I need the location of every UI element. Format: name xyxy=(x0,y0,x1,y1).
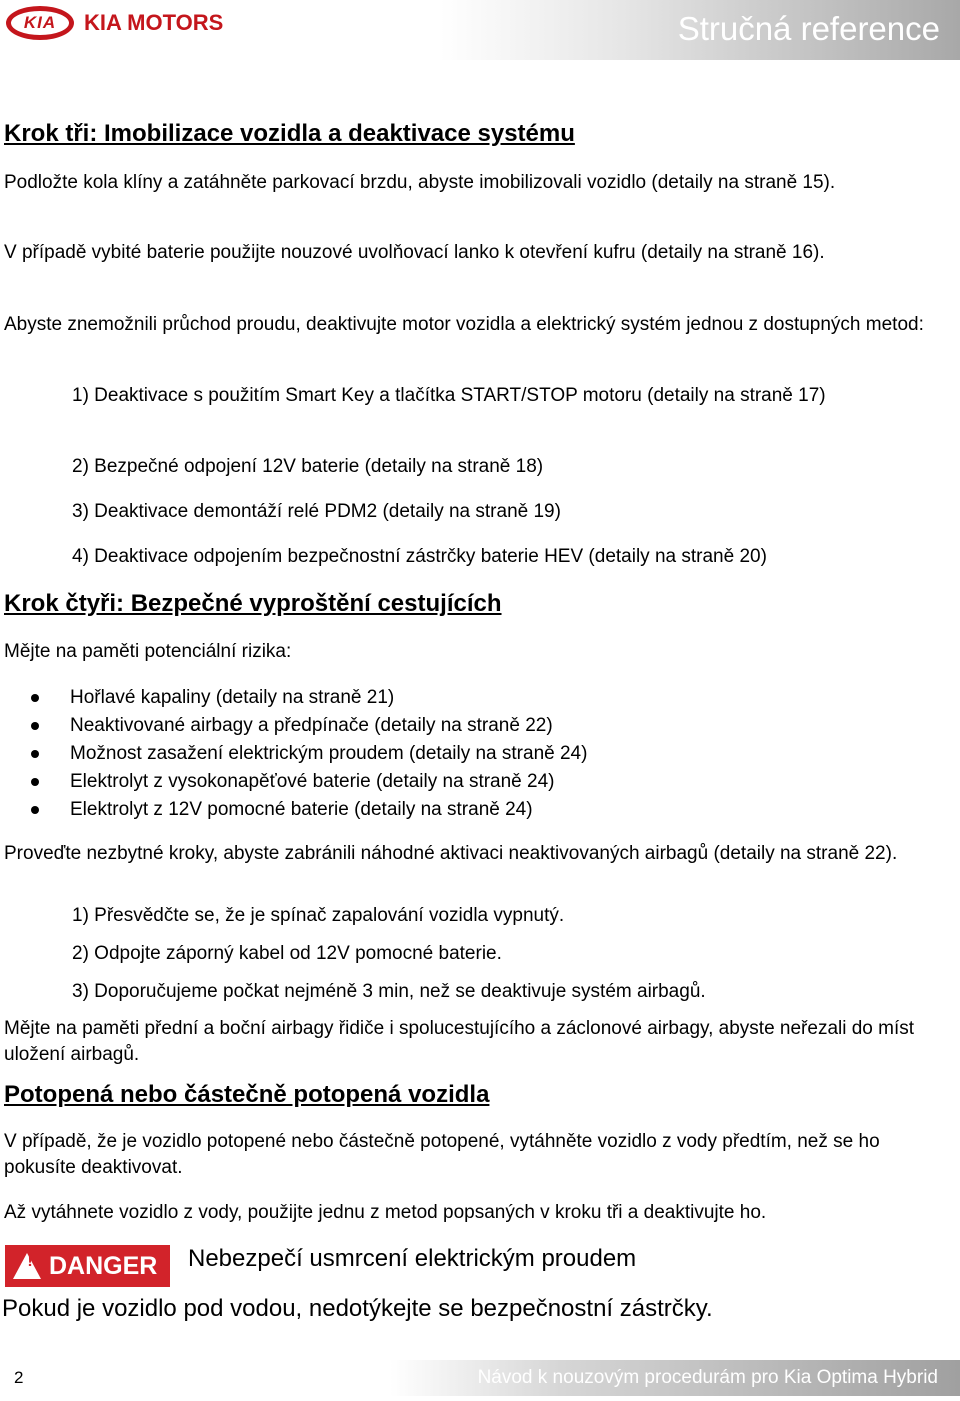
bullet-icon xyxy=(31,806,39,814)
numbered-step: 3) Doporučujeme počkat nejméně 3 min, než se deaktivuje systém airbagů. xyxy=(72,981,706,1002)
danger-body: Pokud je vozidlo pod vodou, nedotýkejte se bezpečnostní zástrčky. xyxy=(2,1295,713,1322)
warning-exclamation-icon: ! xyxy=(27,1253,33,1270)
paragraph: Podložte kola klíny a zatáhněte parkovací brzdu, abyste imobilizovali vozidlo (detaily na straně 15). xyxy=(4,172,836,193)
paragraph: Mějte na paměti přední a boční airbagy řidiče i spolucestujícího a záclonové airbagy, abyste neřezali do míst uložení airbagů. xyxy=(4,1018,915,1065)
list-item: Elektrolyt z vysokonapěťové baterie (detaily na straně 24) xyxy=(0,768,940,796)
kia-logo-text: KIA MOTORS xyxy=(84,10,224,35)
danger-title: Nebezpečí usmrcení elektrickým proudem xyxy=(188,1245,637,1272)
numbered-step: 3) Deaktivace demontáží relé PDM2 (detaily na straně 19) xyxy=(72,501,561,522)
list-item: Elektrolyt z 12V pomocné baterie (detaily na straně 24) xyxy=(0,796,940,824)
paragraph: Mějte na paměti potenciální rizika: xyxy=(4,641,292,662)
footer-bar xyxy=(390,1360,960,1396)
bullet-icon xyxy=(31,694,39,702)
footer-text: Návod k nouzovým procedurám pro Kia Optima Hybrid xyxy=(477,1367,938,1388)
numbered-step: 2) Odpojte záporný kabel od 12V pomocné baterie. xyxy=(72,943,502,964)
list-item: Neaktivované airbagy a předpínače (detaily na straně 22) xyxy=(0,712,940,740)
bullet-icon xyxy=(31,722,39,730)
numbered-step: 4) Deaktivace odpojením bezpečnostní zástrčky baterie HEV (detaily na straně 20) xyxy=(72,546,767,567)
page-number: 2 xyxy=(14,1368,24,1387)
numbered-step: 1) Přesvědčte se, že je spínač zapalování vozidla vypnutý. xyxy=(72,905,565,926)
header-title: Stručná reference xyxy=(677,10,940,47)
paragraph: Až vytáhnete vozidlo z vody, použijte jednu z metod popsaných v kroku tři a deaktivujte ho. xyxy=(4,1202,767,1223)
danger-badge-text: DANGER xyxy=(49,1251,158,1280)
section-heading-submerged: Potopená nebo částečně potopená vozidla xyxy=(4,1081,490,1108)
list-item: Hořlavé kapaliny (detaily na straně 21) xyxy=(0,684,940,712)
paragraph: Proveďte nezbytné kroky, abyste zabránili náhodné aktivaci neaktivovaných airbagů (detaily na straně 22). xyxy=(4,843,898,864)
bullet-icon xyxy=(31,778,39,786)
paragraph: Abyste znemožnili průchod proudu, deaktivujte motor vozidla a elektrický systém jednou z dostupných metod: xyxy=(4,314,924,335)
header-title-bar xyxy=(440,0,960,60)
risk-list xyxy=(0,684,940,824)
section-heading-step-three: Krok tři: Imobilizace vozidla a deaktivace systému xyxy=(4,120,575,147)
section-heading-step-four: Krok čtyři: Bezpečné vyproštění cestujících xyxy=(4,590,502,617)
kia-logo xyxy=(6,6,223,40)
paragraph: V případě, že je vozidlo potopené nebo částečně potopené, vytáhněte vozidlo z vody předtím, než se ho pokusíte deaktivovat. xyxy=(4,1131,880,1178)
paragraph: V případě vybité baterie použijte nouzové uvolňovací lanko k otevření kufru (detaily na straně 16). xyxy=(4,242,825,263)
page-footer xyxy=(0,1358,960,1398)
page-header xyxy=(0,0,960,62)
kia-logo-mark: KIA xyxy=(6,6,74,40)
bullet-icon xyxy=(31,750,39,758)
numbered-step: 1) Deaktivace s použitím Smart Key a tlačítka START/STOP motoru (detaily na straně 17) xyxy=(72,385,826,406)
list-item: Možnost zasažení elektrickým proudem (detaily na straně 24) xyxy=(0,740,940,768)
numbered-step: 2) Bezpečné odpojení 12V baterie (detaily na straně 18) xyxy=(72,456,544,477)
